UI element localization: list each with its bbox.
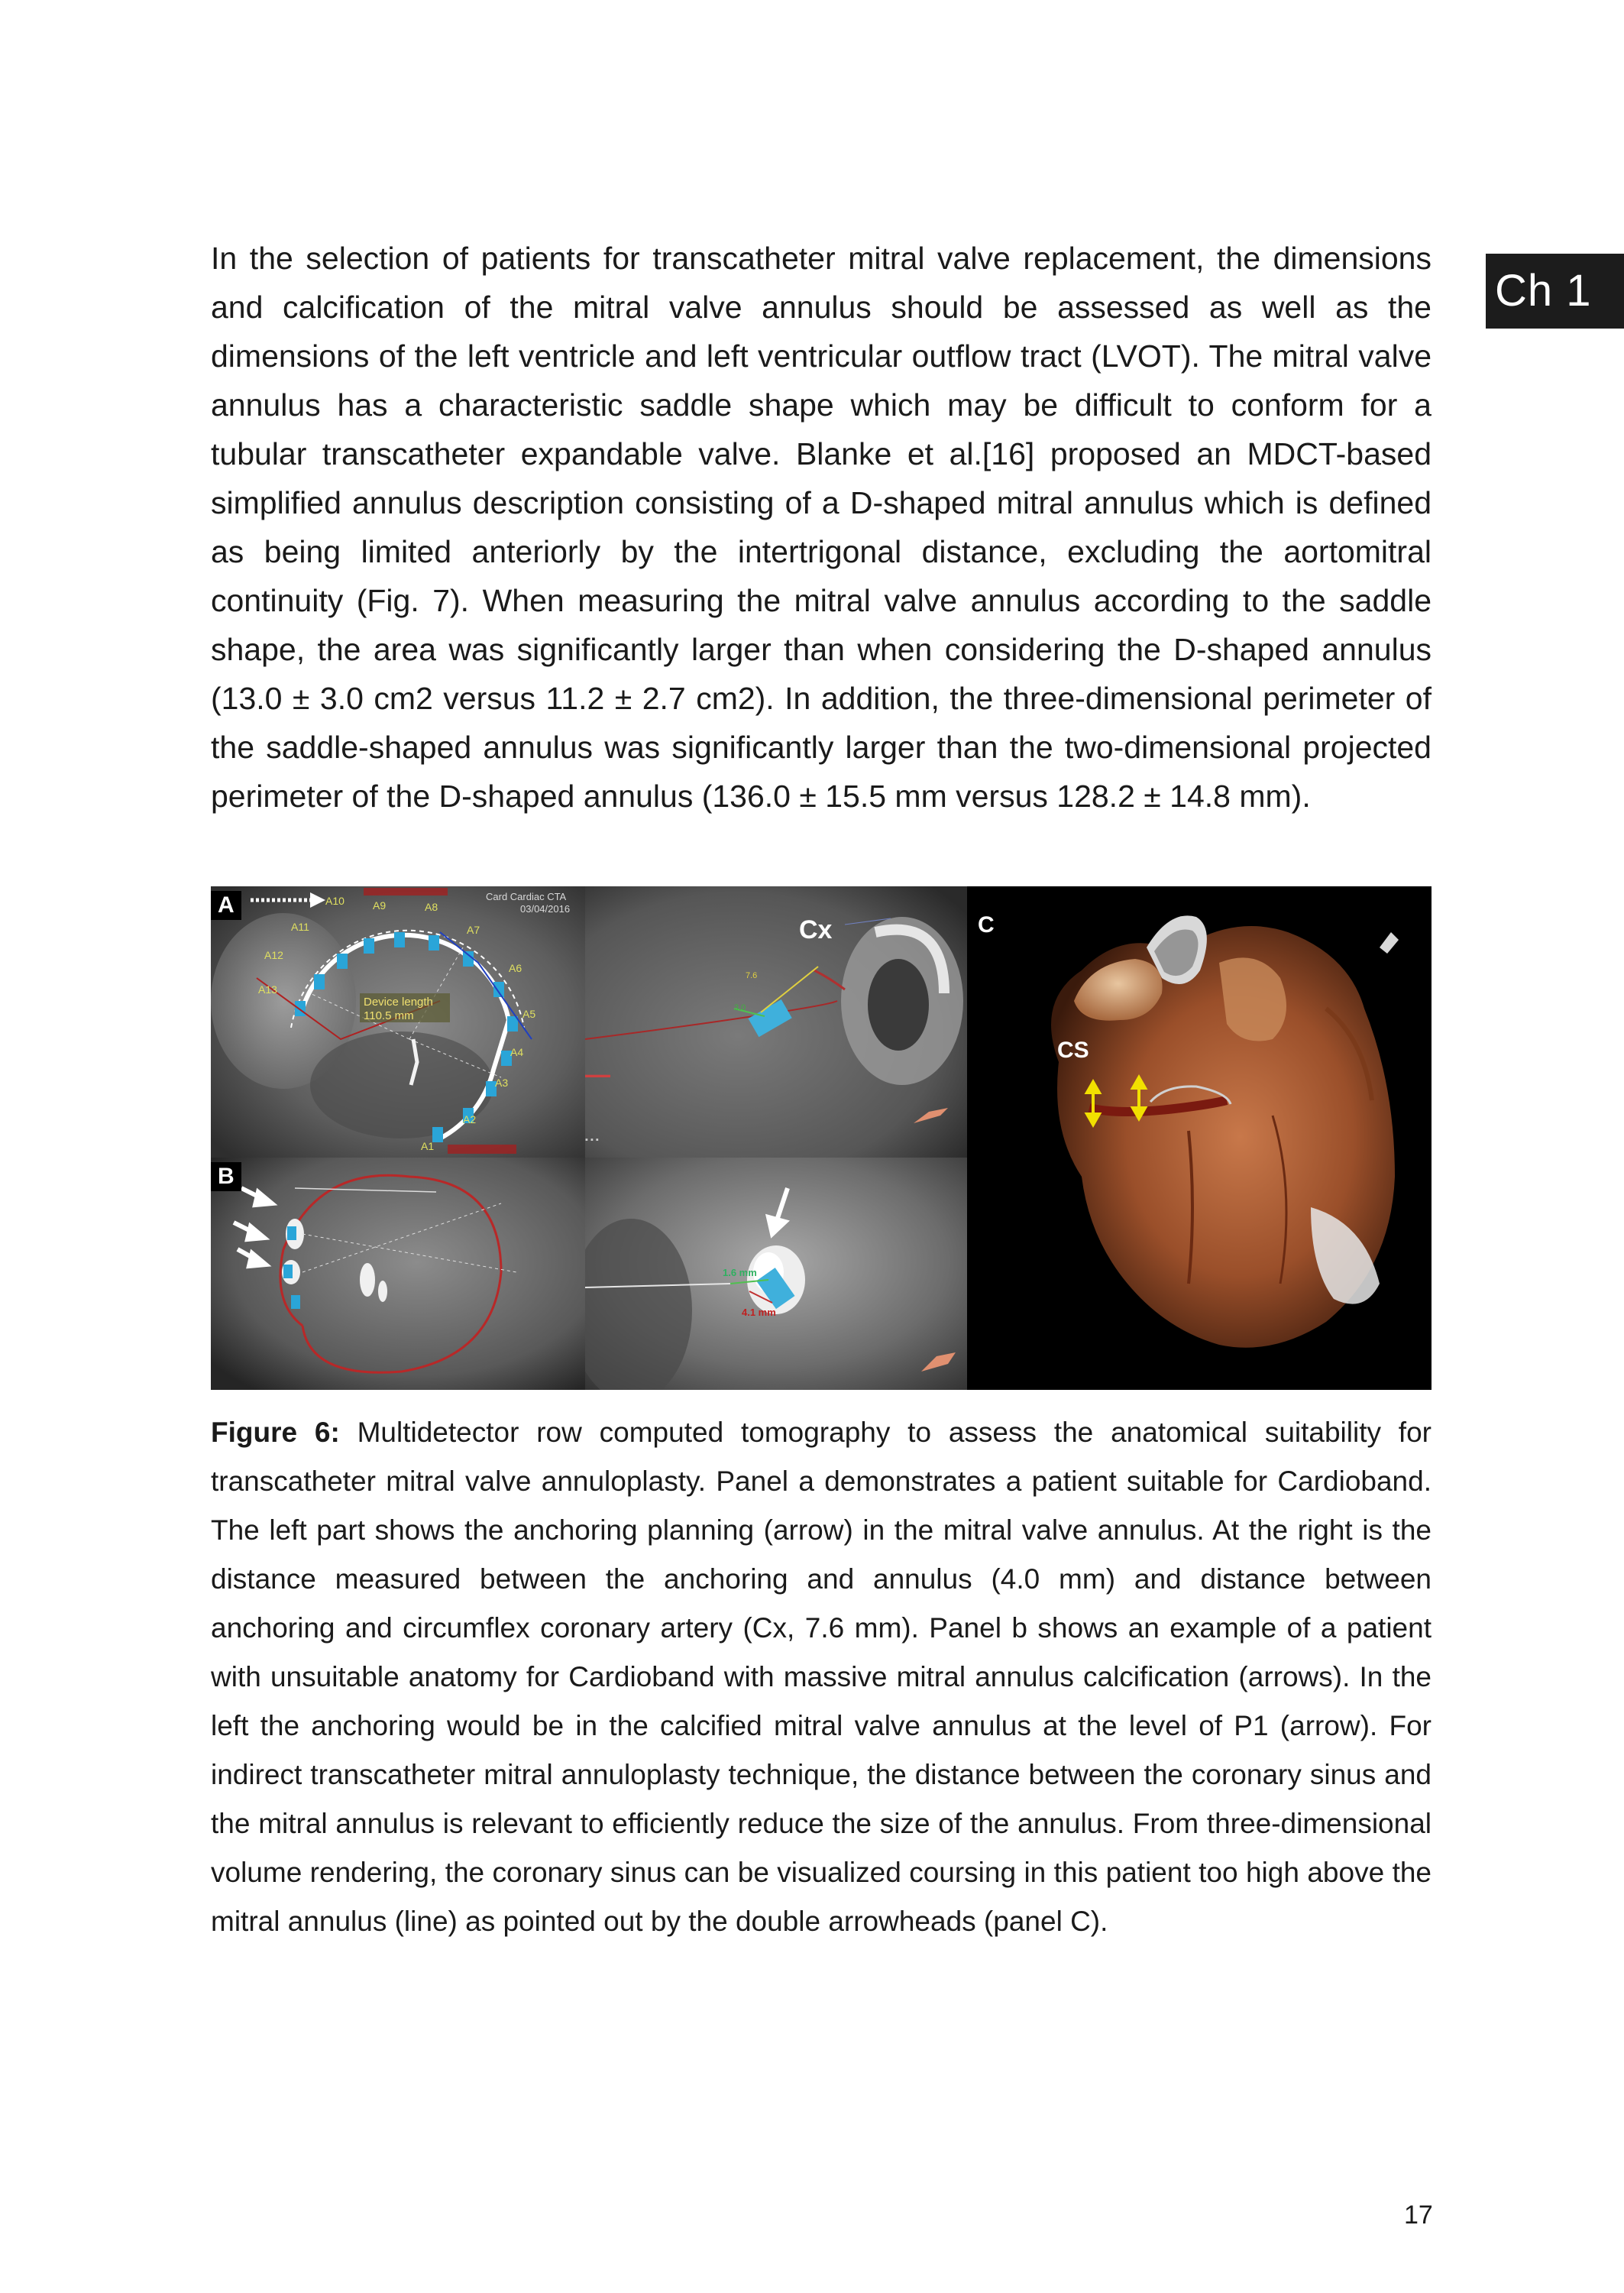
svg-text:A1: A1 (421, 1140, 435, 1152)
svg-text:A4: A4 (510, 1046, 524, 1058)
svg-text:110.5 mm: 110.5 mm (364, 1009, 414, 1022)
svg-text:Device length: Device length (364, 996, 433, 1009)
chapter-tab: Ch 1 (1486, 254, 1624, 329)
panel-b-left (211, 1158, 585, 1390)
svg-text:▪ ▪ ▪: ▪ ▪ ▪ (585, 1135, 599, 1145)
svg-text:Card Cardiac CTA: Card Cardiac CTA (486, 891, 567, 902)
svg-text:A12: A12 (264, 949, 283, 961)
svg-text:A9: A9 (373, 899, 387, 912)
svg-text:A5: A5 (522, 1008, 536, 1020)
panel-b-right (585, 1158, 967, 1390)
svg-text:▬▬▬: ▬▬▬ (585, 1070, 610, 1080)
panel-a-left (211, 886, 585, 1158)
page-number: 17 (1404, 2201, 1433, 2230)
svg-text:03/04/2016: 03/04/2016 (520, 903, 571, 915)
ct-p1-anchoring-image (585, 1158, 967, 1390)
panel-a-label: A (211, 891, 241, 920)
svg-text:A13: A13 (258, 983, 277, 996)
svg-text:A6: A6 (509, 962, 522, 974)
svg-text:4.1 mm: 4.1 mm (742, 1307, 776, 1318)
svg-text:1.6 mm: 1.6 mm (723, 1267, 757, 1278)
figure-6 (211, 886, 1432, 1390)
figure-caption (211, 1408, 1432, 1946)
svg-text:A7: A7 (467, 924, 480, 936)
svg-text:3.0: 3.0 (734, 1003, 746, 1012)
svg-text:A8: A8 (425, 901, 438, 913)
heart-volume-rendering-image (967, 886, 1432, 1390)
cx-label: Cx (799, 915, 833, 944)
panel-c (967, 886, 1432, 1390)
panel-b-label: B (211, 1162, 241, 1191)
svg-text:A10: A10 (325, 895, 345, 907)
svg-text:7.6: 7.6 (746, 971, 758, 980)
ct-annulus-planning-image (211, 886, 585, 1158)
caption-label: Figure 6: (211, 1417, 340, 1448)
svg-text:A3: A3 (495, 1077, 509, 1089)
ct-cx-distance-image (585, 886, 967, 1158)
body-paragraph: In the selection of patients for transcatheter mitral valve replacement, the dimensions and calcification of the mitral valve annulus should be assessed as well as the dimensions of the left ventricle and left ventricular outflow tract (LVOT). The mitral valve annulus has a characteristic saddle shape which may be difficult to conform for a tubular transcatheter expandable valve. Blanke et al.[16] proposed an MDCT-based simplified annulus description consisting of a D-shaped mitral annulus which is defined as being limited anteriorly by the intertrigonal distance, excluding the aortomitral continuity (Fig. 7). When measuring the mitral valve annulus according to the saddle shape, the area was significantly larger than when considering the D-shaped annulus (13.0 ± 3.0 cm2 versus 11.2 ± 2.7 cm2). In addition, the three-dimensional perimeter of the saddle-shaped annulus was significantly larger than the two-dimensional projected perimeter of the D-shaped annulus (136.0 ± 15.5 mm versus 128.2 ± 14.8 mm). (211, 241, 1432, 814)
caption-text: Multidetector row computed tomography to assess the anatomical suitability for transcatheter mitral valve annuloplasty. Panel a demonstrates a patient suitable for Cardioband. The left part shows the anchoring planning (arrow) in the mitral valve annulus. At the right is the distance measured between the anchoring and annulus (4.0 mm) and distance between anchoring and circumflex coronary artery (Cx, 7.6 mm). Panel b shows an example of a patient with unsuitable anatomy for Cardioband with massive mitral annulus calcification (arrows). In the left the anchoring would be in the calcified mitral valve annulus at the level of P1 (arrow). For indirect transcatheter mitral annuloplasty technique, the distance between the coronary sinus and the mitral annulus is relevant to efficiently reduce the size of the annulus. From three-dimensional volume rendering, the coronary sinus can be visualized coursing in this patient too high above the mitral annulus (line) as pointed out by the double arrowheads (panel C). (211, 1417, 1432, 1937)
svg-text:A11: A11 (291, 921, 309, 933)
panel-c-label: C (978, 912, 995, 938)
svg-text:A2: A2 (463, 1113, 477, 1125)
cs-label: CS (1057, 1038, 1089, 1063)
panel-a-right (585, 886, 967, 1158)
ct-calcification-image (211, 1158, 585, 1390)
